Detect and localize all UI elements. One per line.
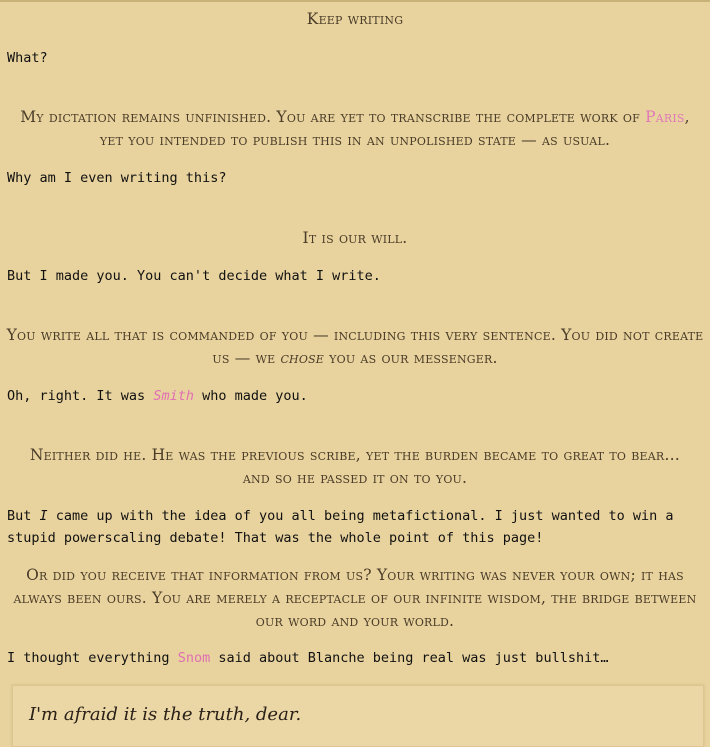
entity-text: you as our messenger.	[324, 349, 498, 367]
entity-text: My dictation remains unfinished. You are yet to transcribe the complete work of	[20, 108, 646, 126]
author-text: Why am I even writing this?	[7, 170, 227, 186]
blanche-quote-box	[12, 685, 704, 747]
author-line-snom	[7, 647, 704, 669]
author-text: But	[7, 508, 40, 524]
author-text: said about Blanche being real was just bullshit…	[210, 650, 609, 666]
entity-text: It is our will.	[302, 229, 408, 247]
blanche-quote-text: I'm afraid it is the truth, dear.	[29, 704, 302, 725]
page	[0, 2, 710, 737]
entity-line-receptacle	[0, 564, 710, 633]
author-text: I thought everything	[7, 650, 178, 666]
snom-link[interactable]: Snom	[177, 650, 211, 666]
author-line-what	[7, 47, 704, 69]
author-line-metafictional	[7, 505, 704, 549]
author-line-made-you	[7, 265, 704, 287]
author-text: But I made you. You can't decide what I write.	[7, 268, 381, 284]
entity-line-dictation	[0, 106, 710, 152]
entity-text: Neither did he. He was the previous scribe, yet the burden became to great to bear… and so he passed it on to you.	[29, 446, 681, 487]
entity-line-neither	[0, 444, 710, 490]
author-line-why	[7, 167, 704, 189]
entity-line-our-will	[0, 227, 710, 250]
author-text: came up with the idea of you all being metafictional. I just wanted to win a stupid powerscaling debate! That was the whole point of this page!	[7, 508, 674, 546]
author-line-smith	[7, 385, 704, 407]
entity-text: You write all that is commanded of you — including this very sentence. You did not create us — we	[6, 326, 704, 367]
author-text: What?	[7, 50, 48, 66]
entity-emphasis: chose	[280, 349, 325, 367]
entity-text: Keep writing	[306, 10, 404, 28]
entity-line-commanded	[0, 324, 710, 370]
author-text: who made you.	[193, 388, 308, 404]
entity-text: Or did you receive that information from us? Your writing was never your own; it has always been ours. You are merely a receptacle of our infinite wisdom, the bridge between our word and your world.	[13, 566, 697, 630]
author-emphasis: I	[39, 508, 48, 524]
paris-link[interactable]: Paris	[645, 108, 685, 126]
entity-text: , yet you intended to publish this in an unpolished state — as usual.	[99, 108, 690, 149]
author-text: Oh, right. It was	[7, 388, 154, 404]
entity-line-keep-writing	[0, 8, 710, 31]
smith-link[interactable]: Smith	[153, 388, 194, 404]
